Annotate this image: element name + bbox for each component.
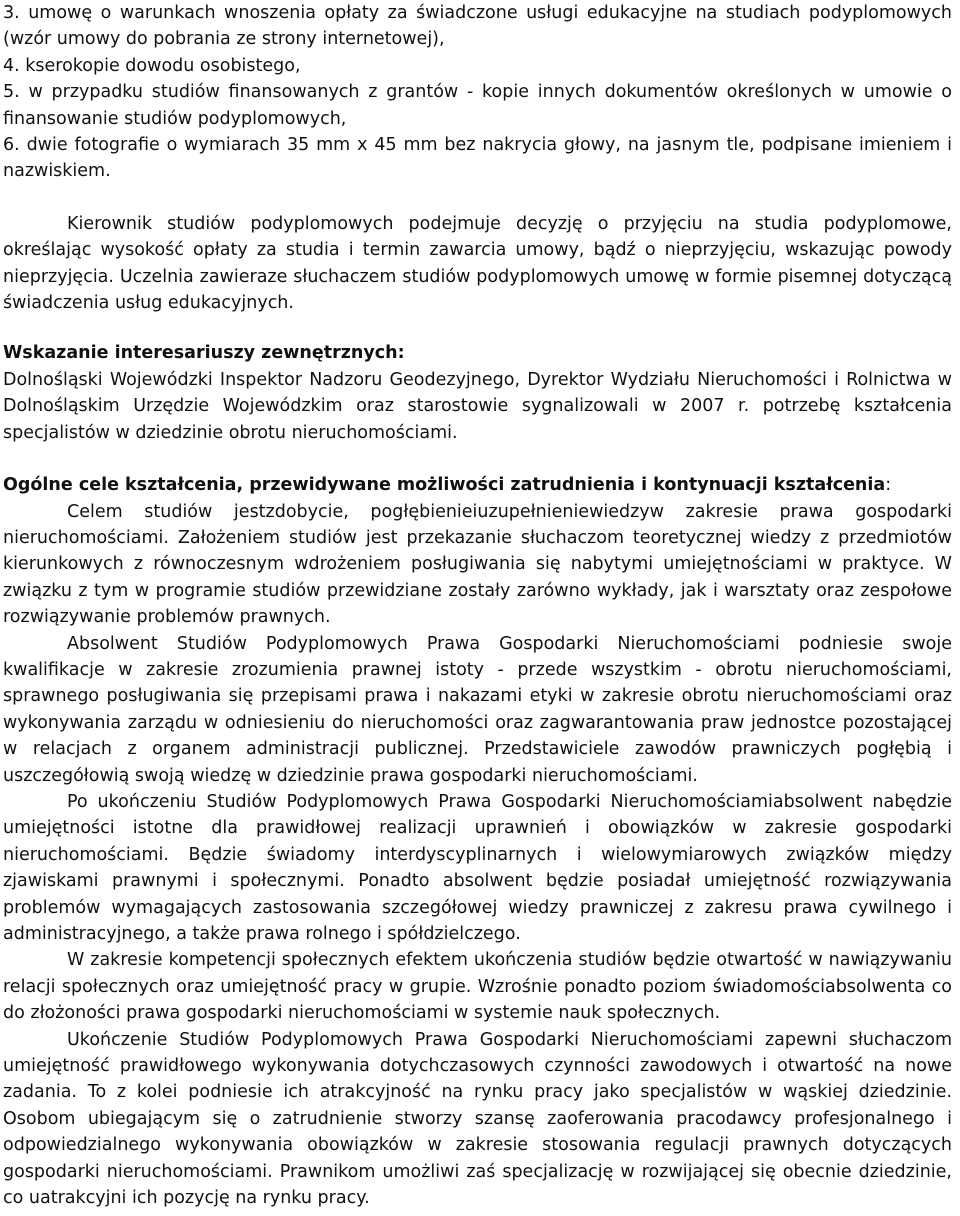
goals-paragraph: Po ukończeniu Studiów Podyplomowych Prawa Gospodarki Nieruchomościamiabsolwent nabędzie umiejętności istotne dla prawidłowej realizacji uprawnień i obowiązków w zakresie gospodarki nieruchomościami. Będzie świadomy interdyscyplinarnych i wielowymiarowych związków między zjawiskami prawnymi i społecznymi. Ponadto absolwent będzie posiadał umiejętność rozwiązywania problemów wymagających zastosowania szczegółowej wiedzy prawniczej z zakresu prawa cywilnego i administracyjnego, a także prawa rolnego i spółdzielczego. — [3, 791, 952, 944]
goals-paragraph: Absolwent Studiów Podyplomowych Prawa Gospodarki Nieruchomościami podniesie swoje kwalifikacje w zakresie zrozumienia prawnej istoty - przede wszystkim - obrotu nieruchomościami, sprawnego posługiwania się przepisami prawa i nakazami etyki w zakresie obrotu nieruchomościami oraz wykonywania zarządu w odniesieniu do nieruchomości oraz zagwarantowania praw jednostce pozostającej w relacjach z organem administracji publicznej. Przedstawiciele zawodów prawniczych pogłębią i uszczegółowią swoją wiedzę w dziedzinie prawa gospodarki nieruchomościami. — [3, 633, 952, 786]
list-item: 3. umowę o warunkach wnoszenia opłaty za świadczone usługi edukacyjne na studiach podyplomowych (wzór umowy do pobrania ze strony internetowej), — [3, 3, 952, 50]
goals-paragraph: W zakresie kompetencji społecznych efektem ukończenia studiów będzie otwartość w nawiązywaniu relacji społecznych oraz umiejętność pracy w grupie. Wzrośnie ponadto poziom świadomościabsolwenta co do złożoności prawa gospodarki nieruchomościami w systemie nauk społecznych. — [3, 950, 952, 1024]
goals-paragraph: Celem studiów jestzdobycie, pogłębienieiuzupełnieniewiedzyw zakresie prawa gospodarki nieruchomościami. Założeniem studiów jest przekazanie słuchaczom teoretycznej wiedzy z przedmiotów kierunkowych z równoczesnym wdrożeniem posługiwania się nabytymi umiejętnościami w praktyce. W związku z tym w programie studiów przewidziane zostały zarówno wykłady, jak i warsztaty oraz zespołowe rozwiązywanie problemów prawnych. — [3, 501, 952, 628]
goals-paragraph: Ukończenie Studiów Podyplomowych Prawa Gospodarki Nieruchomościami zapewni słuchaczom umiejętność prawidłowego wykonywania dotychczasowych czynności zawodowych i otwartość na nowe zadania. To z kolei podniesie ich atrakcyjność na rynku pracy jako specjalistów w wąskiej dziedzinie. Osobom ubiegającym się o zatrudnienie stworzy szansę zaoferowania pracodawcy profesjonalnego i odpowiedzialnego wykonywania obowiązków w zakresie stosowania regulacji prawnych dotyczących gospodarki nieruchomościami. Prawnikom umożliwi zaś specjalizację w rozwijającej się obecnie dziedzinie, co uatrakcyjni ich pozycję na rynku pracy. — [3, 1029, 952, 1209]
goals-heading — [3, 472, 952, 498]
stakeholders-text: Dolnośląski Wojewódzki Inspektor Nadzoru Geodezyjnego, Dyrektor Wydziału Nieruchomości i Rolnictwa w Dolnośląskim Urzędzie Wojewódzkim oraz starostowie sygnalizowali w 2007 r. potrzebę kształcenia specjalistów w dziedzinie obrotu nieruchomościami. — [3, 369, 952, 443]
list-item: 4. kserokopie dowodu osobistego, — [3, 55, 301, 76]
admission-decision-paragraph: Kierownik studiów podyplomowych podejmuje decyzję o przyjęciu na studia podyplomowe, określając wysokość opłaty za studia i termin zawarcia umowy, bądź o nieprzyjęciu, wskazując powody nieprzyjęcia. Uczelnia zawieraze słuchaczem studiów podyplomowych umowę w formie pisemnej dotyczącą świadczenia usług edukacyjnych. — [3, 213, 952, 314]
required-documents-list — [3, 0, 952, 185]
goals-heading-text: Ogólne cele kształcenia, przewidywane możliwości zatrudnienia i kontynuacji kształcenia — [3, 475, 886, 496]
list-item: 5. w przypadku studiów finansowanych z grantów - kopie innych dokumentów określonych w umowie o finansowanie studiów podyplomowych, — [3, 82, 952, 129]
goals-heading-colon: : — [885, 475, 892, 496]
list-item: 6. dwie fotografie o wymiarach 35 mm x 45 mm bez nakrycia głowy, na jasnym tle, podpisane imieniem i nazwiskiem. — [3, 135, 952, 182]
stakeholders-heading: Wskazanie interesariuszy zewnętrznych: — [3, 343, 405, 364]
goals-body — [3, 499, 952, 1212]
